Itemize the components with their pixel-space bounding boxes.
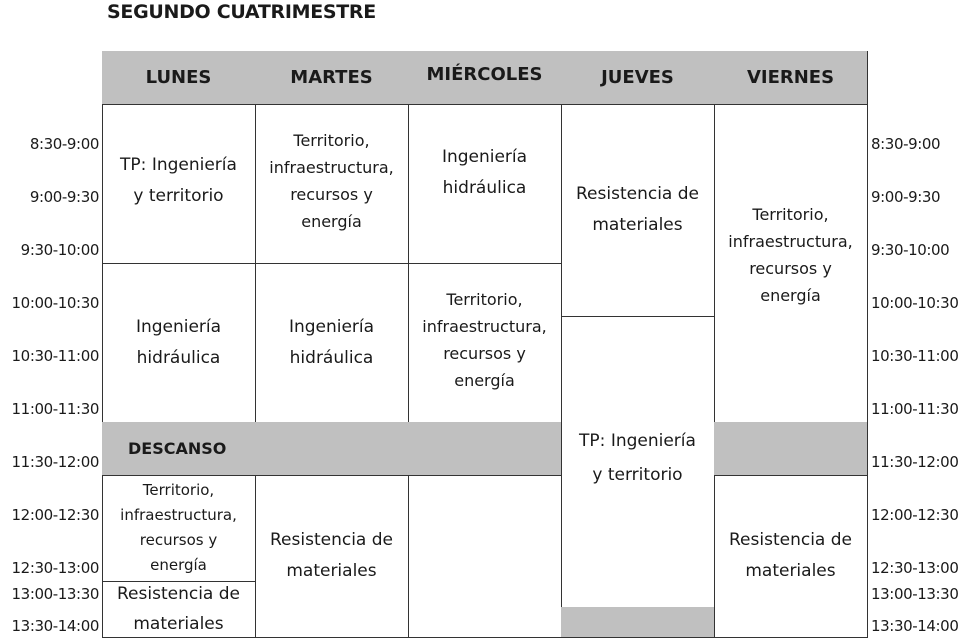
time-label-left: 12:00-12:30 — [11, 506, 99, 524]
class-martes-ingenieria-hidraulica — [255, 263, 409, 423]
class-line: Territorio, — [293, 130, 370, 150]
class-line: hidráulica — [442, 177, 527, 198]
time-label-right: 13:00-13:30 — [871, 585, 959, 603]
class-line: Territorio, — [752, 205, 829, 224]
time-label-right: 9:00-9:30 — [871, 188, 941, 206]
page-title: SEGUNDO CUATRIMESTRE — [107, 1, 376, 23]
class-line: recursos y — [139, 531, 218, 549]
class-line: recursos y — [443, 343, 526, 363]
class-line: Resistencia de — [270, 530, 393, 550]
time-label-right: 8:30-9:00 — [871, 135, 941, 153]
class-miercoles-empty — [408, 475, 562, 638]
header-viernes: VIERNES — [714, 51, 868, 105]
time-label-left: 13:30-14:00 — [11, 617, 99, 635]
class-viernes-resistencia — [714, 475, 868, 638]
class-line: Resistencia de — [117, 584, 240, 604]
jueves-free-slot — [561, 607, 715, 638]
class-line: materiales — [286, 561, 377, 581]
class-line: recursos y — [290, 184, 373, 204]
class-lunes-tp-ingenieria — [102, 104, 256, 264]
class-miercoles-ingenieria-hidraulica — [408, 104, 562, 264]
class-line: Ingeniería — [441, 146, 528, 167]
class-line: Ingeniería — [135, 316, 222, 337]
class-line: hidráulica — [289, 347, 374, 368]
class-line: Resistencia de — [729, 530, 852, 550]
time-label-left: 13:00-13:30 — [11, 585, 99, 603]
time-label-left: 11:00-11:30 — [11, 400, 99, 418]
class-martes-territorio — [255, 104, 409, 264]
class-line: materiales — [133, 614, 224, 634]
class-miercoles-territorio — [408, 263, 562, 423]
time-label-left: 9:00-9:30 — [29, 188, 99, 206]
header-miercoles: MIÉRCOLES — [408, 51, 562, 105]
class-line: infraestructura, — [728, 232, 853, 251]
time-label-right: 9:30-10:00 — [871, 241, 950, 259]
time-label-left: 10:30-11:00 — [11, 347, 99, 365]
class-line: hidráulica — [136, 347, 221, 368]
header-martes: MARTES — [255, 51, 409, 105]
header-jueves: JUEVES — [561, 51, 715, 105]
class-line: infraestructura, — [120, 506, 237, 524]
class-lunes-territorio — [102, 475, 256, 582]
time-label-left: 8:30-9:00 — [29, 135, 99, 153]
break-row: DESCANSO — [102, 422, 562, 476]
time-label-right: 12:00-12:30 — [871, 506, 959, 524]
time-label-right: 11:30-12:00 — [871, 453, 959, 471]
time-label-left: 10:00-10:30 — [11, 294, 99, 312]
class-line: Ingeniería — [288, 316, 375, 337]
class-viernes-territorio — [714, 104, 868, 423]
time-label-right: 11:00-11:30 — [871, 400, 959, 418]
class-line: Resistencia de — [576, 184, 699, 204]
time-label-left: 12:30-13:00 — [11, 559, 99, 577]
class-lunes-ingenieria-hidraulica — [102, 263, 256, 423]
class-line: energía — [760, 286, 821, 305]
time-label-right: 10:30-11:00 — [871, 347, 959, 365]
class-line: infraestructura, — [422, 316, 547, 336]
class-line: TP: Ingeniería — [120, 154, 237, 175]
class-line: TP: Ingeniería — [579, 430, 696, 451]
class-line: infraestructura, — [269, 157, 394, 177]
header-lunes: LUNES — [102, 51, 256, 105]
time-label-left: 9:30-10:00 — [20, 241, 99, 259]
class-line: y territorio — [592, 464, 683, 485]
class-martes-resistencia — [255, 475, 409, 638]
class-lunes-resistencia — [102, 581, 256, 638]
class-line: materiales — [745, 561, 836, 581]
time-label-right: 10:00-10:30 — [871, 294, 959, 312]
class-line: y territorio — [133, 185, 224, 206]
time-label-right: 13:30-14:00 — [871, 617, 959, 635]
class-line: energía — [150, 556, 207, 574]
class-line: Territorio, — [142, 481, 215, 499]
class-line: Territorio, — [446, 289, 523, 309]
time-label-right: 12:30-13:00 — [871, 559, 959, 577]
class-line: energía — [301, 211, 362, 231]
class-line: energía — [454, 370, 515, 390]
time-label-left: 11:30-12:00 — [11, 453, 99, 471]
class-line: materiales — [592, 215, 683, 235]
class-line: recursos y — [749, 259, 832, 278]
class-jueves-tp-ingenieria — [561, 316, 715, 608]
class-jueves-resistencia — [561, 104, 715, 317]
viernes-break — [714, 422, 868, 476]
